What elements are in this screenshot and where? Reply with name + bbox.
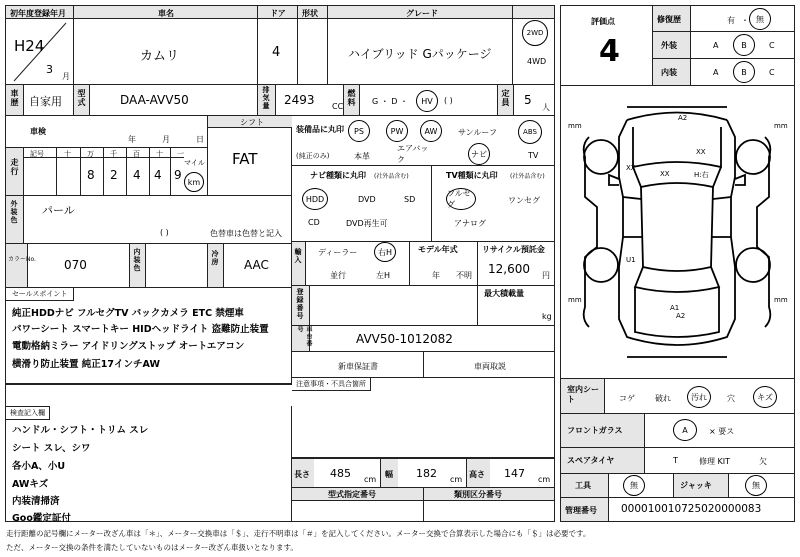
windshield-a-circle [673, 419, 697, 441]
mileage-sep [56, 148, 57, 195]
first-reg-label-cell [6, 6, 74, 19]
door-label: ドア [270, 9, 286, 18]
repair-label-cell [653, 6, 691, 32]
digit-header-0: 記号 [30, 150, 44, 158]
repair-cell [691, 6, 794, 32]
repair-no-circle [749, 8, 771, 30]
capacity-label: 定員 [501, 89, 510, 107]
interior-c: C [769, 68, 775, 77]
spare-row [561, 448, 794, 474]
width-label: 幅 [380, 459, 398, 487]
digit-header-1: 十 [64, 150, 71, 158]
equipment-sub-label: (純正のみ) [296, 152, 330, 160]
windshield-a: A [682, 425, 688, 435]
seat-hole: 穴 [727, 394, 735, 403]
nav-label: ナビ種類に丸印 [310, 171, 366, 180]
first-reg-label: 初年度登録年月 [10, 9, 66, 18]
repair-label: 修復歴 [657, 15, 681, 24]
inspection-year: 年 [128, 135, 136, 144]
length-label: 長さ [292, 459, 314, 487]
doors-cell [258, 19, 298, 85]
chassis-label: 車台番号 [296, 326, 312, 347]
mm-mark: mm [568, 296, 582, 304]
import-dealer: ディーラー [318, 248, 358, 257]
damage-note: XX [660, 170, 670, 178]
drive-4wd: 4WD [527, 57, 547, 66]
shape-label-cell [298, 6, 328, 19]
model-year-cell [410, 242, 478, 286]
recycle-cell [478, 242, 554, 286]
model-year-unknown: 不明 [456, 271, 472, 280]
equipment-cell [292, 116, 554, 166]
tv-oneseg: ワンセグ [508, 196, 540, 205]
mileage-sep [149, 148, 150, 195]
exterior-a: A [713, 41, 719, 50]
color-no-value: 070 [64, 258, 87, 272]
divider [6, 384, 292, 385]
inspection-note-line: 内装清掃済 [12, 496, 60, 507]
drive-divider [512, 6, 513, 85]
car-name-cell [74, 19, 258, 85]
mileage-digit: 4 [133, 168, 141, 182]
equip-airbag-wrap [396, 144, 436, 164]
exterior-b-circle [733, 34, 755, 56]
usage-label: 車歴 [10, 89, 19, 107]
equip-abs: ABS [523, 128, 537, 136]
damage-note: XX [626, 164, 636, 172]
model-cell [90, 85, 258, 116]
tv-analog: アナログ [454, 219, 486, 228]
sales-point-line: パワーシート スマートキー HIDヘッドライト 盗難防止装置 [12, 324, 269, 335]
steering-right-circle [374, 242, 396, 262]
mileage-unit: km [187, 177, 201, 187]
exterior-label-cell [653, 32, 691, 59]
warranty-cell [292, 352, 424, 378]
digit-header-5: 十 [156, 150, 163, 158]
inspection-day: 日 [196, 135, 204, 144]
usage-label-cell [6, 85, 24, 116]
height-unit: cm [538, 475, 551, 484]
inspection-note-line: ハンドル・シフト・トリム スレ [12, 425, 149, 436]
damage-note: A1 [670, 304, 680, 312]
inspection-month: 月 [162, 135, 170, 144]
mileage-sep [103, 148, 104, 195]
usage: 自家用 [29, 95, 62, 108]
mileage-sep [170, 148, 171, 195]
type-no-label: 型式指定番号 [328, 490, 376, 499]
interior-color-label-cell [130, 244, 146, 288]
door-label-cell [258, 6, 298, 19]
windshield-row [561, 414, 794, 448]
nav-dvd-play: DVD再生可 [346, 219, 388, 228]
seat-burn: コゲ [619, 394, 635, 403]
exterior-label: 外装 [661, 41, 677, 50]
model-label-cell [74, 85, 90, 116]
damage-note: U1 [626, 256, 636, 264]
inspection-note-line: 各小A、小U [12, 461, 66, 472]
class-no-cell [424, 500, 554, 521]
equip-airbag: エアバック [397, 144, 429, 164]
type-no-cell [292, 500, 424, 521]
mgmt-row [561, 498, 794, 521]
inspection-note-line: AWキズ [12, 479, 49, 490]
chassis-cell [310, 326, 554, 352]
reg-era: H24 [14, 37, 45, 55]
tools-circle [623, 475, 645, 496]
digit-header-3: 千 [110, 150, 117, 158]
tv-fullseg: フルセグ [447, 189, 471, 209]
equipment-label: 装備品に丸印 [296, 125, 344, 134]
color-label-cell [6, 196, 24, 244]
drive-2wd-circle [522, 20, 548, 46]
doors: 4 [272, 45, 281, 60]
interior-label: 内装 [661, 68, 677, 77]
fuel-cell [360, 85, 498, 116]
nav-hdd-circle [302, 188, 328, 210]
width-unit: cm [450, 475, 463, 484]
fuel-selected: HV [421, 96, 433, 106]
equip-navi-circle [468, 143, 490, 165]
manual-label: 車両取説 [474, 362, 506, 371]
equip-aw: AW [424, 126, 438, 136]
mileage-label-cell [6, 148, 24, 196]
capacity: 5 [524, 93, 532, 107]
sales-point-line: 純正HDDナビ フルセグTV バックカメラ ETC 禁煙車 [12, 308, 244, 319]
recycle-label: リサイクル預託金 [482, 245, 545, 254]
equip-ps: PS [354, 126, 364, 136]
reg-no-label: 登録番号 [296, 288, 304, 320]
mileage-sep [80, 148, 81, 195]
score-label: 評価点 [591, 17, 615, 26]
recycle-value: 12,600 [488, 262, 530, 276]
reg-month: 3 [46, 63, 53, 76]
ac-value: AAC [244, 258, 269, 272]
mileage-sep [126, 148, 127, 195]
repair-no: 無 [756, 14, 764, 24]
car-damage-diagram [561, 87, 794, 377]
footer-note-1: 走行距離の記号欄にメーター改ざん車は「＊」、メーター交換車は「＄」、走行不明車は「＃」を記入してください。メーター交換で合算表示した場合にも「＄」は必要です。 [6, 529, 591, 538]
import-cell [306, 242, 410, 286]
tools-row [561, 474, 794, 498]
seat-tear: 破れ [655, 394, 671, 403]
month-unit: 月 [62, 72, 70, 81]
inspection-notes-label: 検査記入欄 [6, 406, 50, 420]
mm-mark: mm [568, 122, 582, 130]
fuel-label: 燃料 [347, 89, 356, 107]
car-name-label: 車名 [158, 9, 174, 18]
sales-points-label: セールスポイント [6, 288, 74, 301]
color-paren: ( ) [160, 228, 169, 237]
fuel-options: G ・ D ・ [372, 97, 408, 106]
repair-yes: 有 [727, 16, 735, 25]
grade: ハイブリッド Gパッケージ [348, 47, 492, 61]
mm-mark: mm [774, 122, 788, 130]
nav-cd: CD [308, 218, 320, 227]
equip-aw-circle [420, 120, 442, 142]
nav-sub: (社外品含む) [374, 173, 409, 180]
seat-scratch: キズ [757, 392, 773, 402]
steering-left: 左H [376, 271, 391, 280]
capacity-cell [514, 85, 554, 116]
inspection-cell [6, 116, 208, 148]
model: DAA-AVV50 [120, 93, 189, 107]
mileage-label: 走行 [10, 158, 19, 176]
damage-note: XX [696, 148, 706, 156]
mileage-digit: 4 [154, 168, 162, 182]
steering-right: 右H [377, 247, 392, 257]
shape-cell [298, 19, 328, 85]
equip-leather: 本革 [354, 152, 370, 161]
chassis-label-cell [292, 326, 310, 352]
chassis-value: AVV50-1012082 [356, 332, 453, 346]
interior-label-cell [653, 59, 691, 86]
shift-label: シフト [240, 118, 264, 127]
nav-sd: SD [404, 195, 416, 204]
equip-pw: PW [390, 126, 404, 136]
grade-label-cell [328, 6, 554, 19]
grade-cell [328, 19, 554, 85]
inspection-note-line: Goo鑑定証付 [12, 513, 71, 524]
max-load-cell [478, 286, 554, 326]
interior-color-cell [146, 244, 208, 288]
mgmt-value: 000010010725020000083 [621, 503, 762, 515]
spare-t: T [673, 456, 678, 465]
digit-header-2: 万 [87, 150, 94, 158]
tv-cell [432, 166, 554, 242]
seat-row [561, 378, 794, 414]
import-parallel: 並行 [330, 271, 346, 280]
mileage-km-circle [184, 172, 204, 192]
damage-note: A2 [678, 114, 688, 122]
cc-unit: CC [332, 102, 344, 111]
displacement-label-cell [258, 85, 276, 116]
nav-hdd: HDD [305, 194, 325, 204]
import-label: 輸入 [294, 248, 302, 264]
seat-stain: 汚れ [691, 392, 707, 402]
width-value: 182 [416, 467, 437, 480]
length-unit: cm [364, 475, 377, 484]
ac-cell [224, 244, 292, 288]
tv-label: TV種類に丸印 [446, 171, 498, 180]
caution-label: 注意事項・不具合箇所 [292, 378, 371, 391]
displacement-cell [276, 85, 344, 116]
car-name: カムリ [140, 49, 180, 64]
grade-label: グレード [406, 9, 438, 18]
equip-tv: TV [528, 151, 539, 160]
warranty-label: 新車保証書 [338, 362, 378, 371]
footer-note-2: ただ、メーター交換の条件を満たしていないものはメーター改ざん車扱いとなります。 [6, 543, 298, 552]
shift-label-cell [208, 116, 292, 128]
windshield-x: × 要ス [709, 427, 735, 436]
model-label: 型式 [77, 89, 86, 107]
mgmt-label: 管理番号 [561, 498, 609, 521]
class-no-label: 類別区分番号 [454, 490, 502, 499]
damage-note: A2 [676, 312, 686, 320]
color-no-cell [28, 244, 130, 288]
reg-no-label-cell [292, 286, 310, 326]
nav-dvd: DVD [358, 195, 376, 204]
color-value: パール [42, 204, 75, 217]
damage-note: H:右 [694, 171, 709, 179]
color-no-label: カラーNo. [8, 256, 36, 263]
exterior-b: B [741, 40, 747, 50]
digit-header-6: 一 [177, 150, 184, 158]
inspection-label: 車検 [30, 127, 46, 136]
tv-fullseg-circle [446, 188, 476, 210]
mileage-digit: 9 [174, 168, 182, 182]
manual-cell [424, 352, 554, 378]
seat-scratch-circle [753, 386, 777, 408]
sales-points-cell [6, 288, 292, 384]
equip-navi: ナビ [471, 149, 487, 159]
interior-b: B [741, 67, 747, 77]
sales-point-line: 電動格納ミラー アイドリングストップ オートエアコン [12, 341, 245, 352]
displacement: 2493 [284, 93, 315, 107]
color-no-label-cell [6, 244, 36, 288]
tools-label: 工具 [561, 474, 609, 497]
fuel-label-cell [344, 85, 360, 116]
first-reg-cell [6, 19, 74, 85]
jack-label: ジャッキ [673, 474, 729, 497]
drive-2wd: 2WD [526, 29, 544, 37]
shape-label: 形状 [302, 9, 318, 18]
mileage-digit: 2 [110, 168, 118, 182]
class-no-label-cell [424, 488, 554, 500]
repair-sep: ・ [741, 16, 749, 25]
interior-cell [691, 59, 794, 86]
caution-cell [292, 378, 554, 458]
color-label: 外装色 [10, 200, 18, 224]
car-name-label-cell [74, 6, 258, 19]
person-unit: 人 [542, 103, 550, 112]
max-load-unit: kg [542, 312, 552, 321]
height-value: 147 [504, 467, 525, 480]
score-cell [561, 6, 653, 86]
displacement-label: 排気量 [262, 86, 270, 110]
model-year-year: 年 [432, 271, 440, 280]
mileage-unit-label: マイル [184, 159, 205, 167]
seat-label: 室内シート [561, 379, 605, 413]
windshield-label: フロントガラス [561, 414, 645, 447]
type-no-label-cell [292, 488, 424, 500]
tv-sub: (社外品含む) [510, 173, 545, 180]
score-value: 4 [599, 34, 620, 69]
equip-ps-circle [348, 120, 370, 142]
capacity-label-cell [498, 85, 514, 116]
equip-sunroof: サンルーフ [458, 128, 497, 137]
model-year-label: モデル年式 [418, 245, 458, 254]
exterior-c: C [769, 41, 775, 50]
seat-stain-circle [687, 386, 711, 408]
ac-label: 冷房 [211, 250, 219, 266]
spare-none: 欠 [759, 457, 767, 466]
jack-value: 無 [752, 481, 760, 490]
spare-label: スペアタイヤ [561, 448, 645, 473]
tools-value: 無 [630, 481, 638, 490]
exterior-cell [691, 32, 794, 59]
import-label-cell [292, 242, 306, 286]
equip-pw-circle [386, 120, 408, 142]
sales-point-line: 横滑り防止装置 純正17インチAW [12, 359, 160, 370]
spare-kit: 修理 KIT [699, 457, 731, 466]
color-cell [24, 196, 292, 244]
mm-mark: mm [774, 296, 788, 304]
fuel-paren: ( ) [444, 96, 453, 105]
recycle-unit: 円 [542, 271, 550, 280]
nav-cell [292, 166, 432, 242]
shift-value: FAT [232, 150, 258, 168]
reg-no-cell [310, 286, 478, 326]
interior-color-label: 内装色 [133, 248, 141, 272]
length-value: 485 [330, 467, 351, 480]
height-label: 高さ [466, 459, 490, 487]
inspection-note-line: シート スレ、シワ [12, 443, 91, 454]
mileage-digit: 8 [87, 168, 95, 182]
jack-circle [745, 475, 767, 496]
usage-cell [24, 85, 74, 116]
max-load-label: 最大積載量 [484, 289, 524, 298]
ac-label-cell [208, 244, 224, 288]
color-note: 色替車は色替と記入 [210, 229, 282, 238]
inspection-notes-cell [6, 406, 292, 524]
digit-header-4: 百 [133, 150, 140, 158]
fuel-hv-circle [416, 90, 438, 112]
interior-a: A [713, 68, 719, 77]
dimensions-cell [292, 458, 554, 488]
mileage-cell [24, 148, 208, 196]
shift-cell [208, 128, 292, 196]
interior-b-circle [733, 61, 755, 83]
equip-abs-circle [518, 120, 542, 144]
